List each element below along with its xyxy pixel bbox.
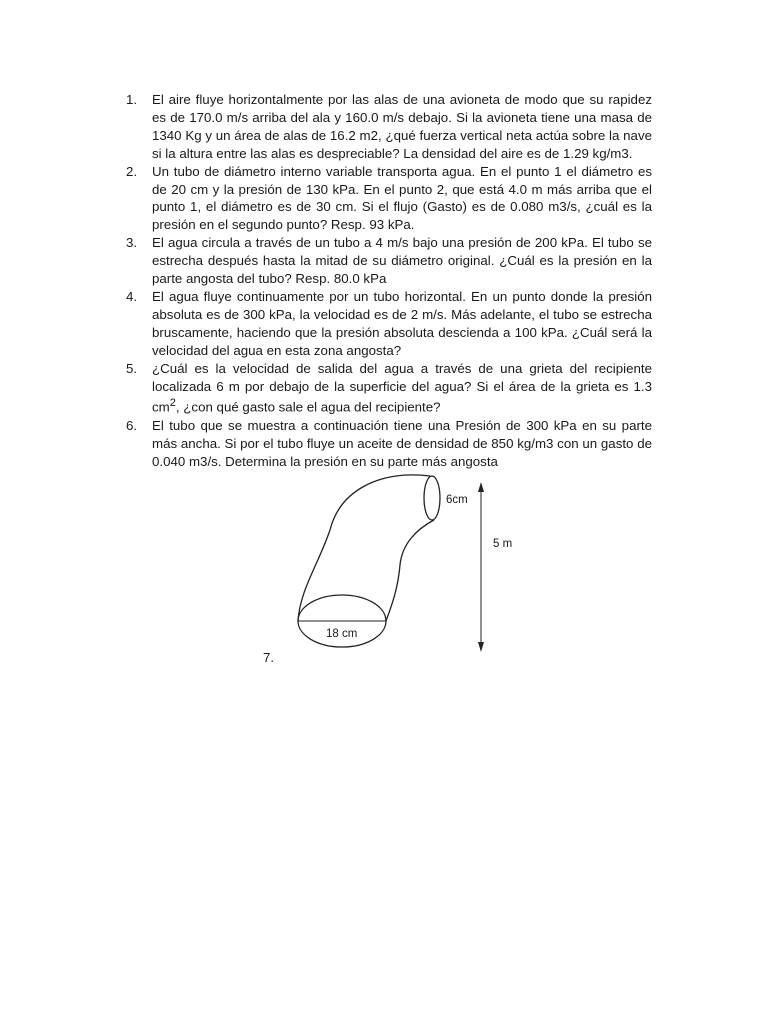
problem-text: El tubo que se muestra a continuación tiene una Presión de 300 kPa en su parte más ancha. Si por el tubo fluye un aceite de densidad de 850 kg/m3 con un gasto de 0.040 m3/s. Determina la presión en su parte más angosta xyxy=(152,417,652,469)
item-7-number: 7. xyxy=(263,650,275,665)
problem-2 xyxy=(126,163,652,235)
problem-number: 3. xyxy=(126,235,138,251)
height-arrow-bottom xyxy=(478,642,484,652)
problem-text: El agua circula a través de un tubo a 4 m/s bajo una presión de 200 kPa. El tubo se estrecha después hasta la mitad de su diámetro original. ¿Cuál es la presión en la parte angosta del tubo? Resp. 80.0 kPa xyxy=(152,235,652,287)
problem-3 xyxy=(126,234,652,288)
superscript: 2 xyxy=(169,397,176,410)
problem-number: 5. xyxy=(126,360,138,376)
problem-1 xyxy=(126,91,652,163)
small-diameter-label: 6cm xyxy=(446,494,468,506)
problem-text-part: ¿Cuál es la velocidad de salida del agua a través de una grieta del recipiente localizada 6 m por debajo de la superficie del agua? Si el área de la grieta es 1.3 cm xyxy=(152,360,652,415)
pipe-figure xyxy=(290,470,530,660)
problem-number: 1. xyxy=(126,92,138,107)
problem-text-part: , ¿con qué gasto sale el agua del recipiente? xyxy=(175,399,441,415)
problem-text: El agua fluye continuamente por un tubo horizontal. En un punto donde la presión absoluta es de 300 kPa, la velocidad es de 2 m/s. Más adelante, el tubo se estrecha bruscamente, haciendo que la presión absoluta descienda a 100 kPa. ¿Cuál será la velocidad del agua en esta zona angosta? xyxy=(152,288,652,358)
height-label: 5 m xyxy=(493,538,513,550)
height-arrow-top xyxy=(478,482,484,492)
problem-text: El aire fluye horizontalmente por las alas de una avioneta de modo que su rapidez es de 170.0 m/s arriba del ala y 160.0 m/s debajo. Si la avioneta tiene una masa de 1340 Kg y un área de alas de 16.2 m2, ¿qué fuerza vertical neta actúa sobre la nave si la altura entre las alas es despreciable? La densidad del aire es de 1.29 kg/m3. xyxy=(152,92,652,161)
pipe-inner-wall xyxy=(386,520,434,621)
problem-4 xyxy=(126,288,652,360)
problem-text: Un tubo de diámetro interno variable transporta agua. En el punto 1 el diámetro es de 20 cm y la presión de 130 kPa. En el punto 2, que está 4.0 m más arriba que el punto 1, el diámetro es de 30 cm. Si el flujo (Gasto) es de 0.080 m3/s, ¿cuál es la presión en el segundo punto? Resp. 93 kPa. xyxy=(152,163,652,233)
problem-5 xyxy=(126,360,652,417)
problem-list xyxy=(126,91,652,470)
problem-number: 2. xyxy=(126,163,138,179)
problem-6 xyxy=(126,417,652,471)
problem-text xyxy=(152,360,652,417)
problem-number: 4. xyxy=(126,288,138,304)
problem-number: 6. xyxy=(126,417,138,433)
small-pipe-opening xyxy=(424,476,440,520)
large-diameter-label: 18 cm xyxy=(326,628,358,640)
